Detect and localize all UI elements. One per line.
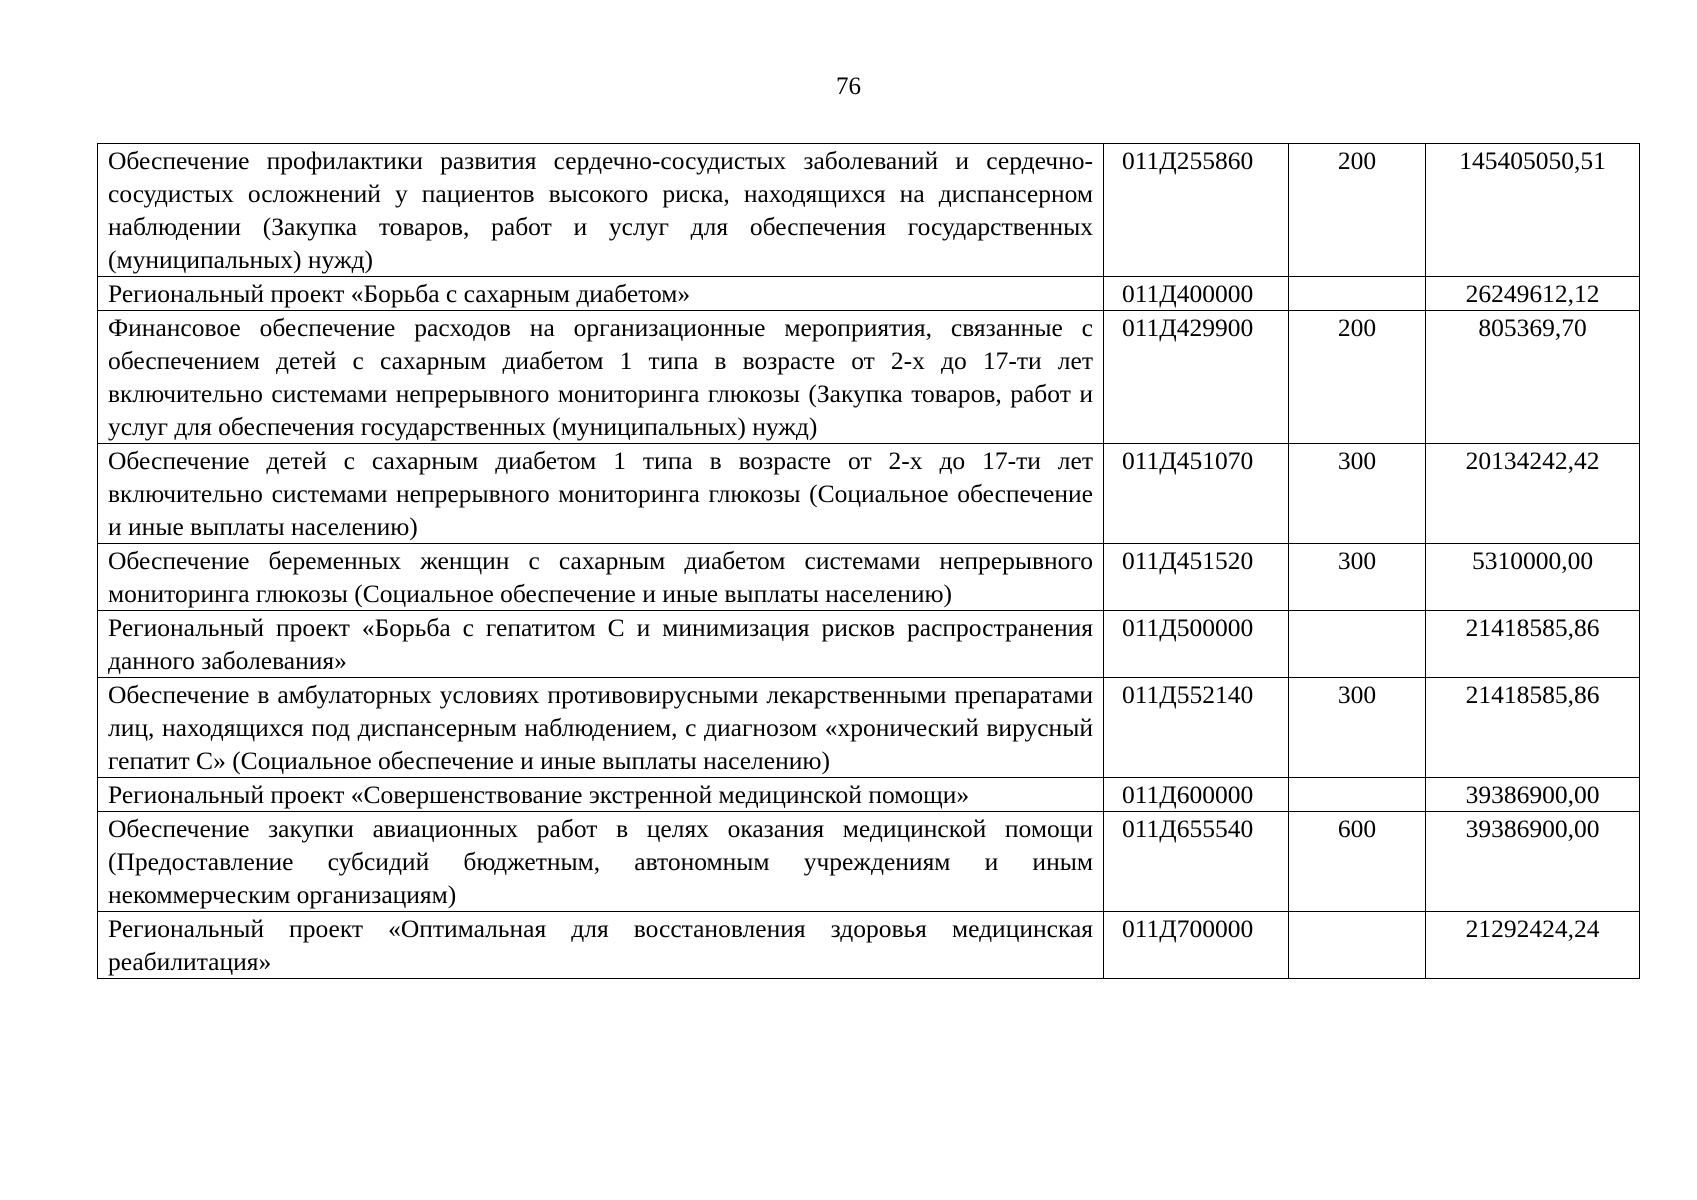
- row-sum-cell: 21418585,86: [1426, 611, 1640, 678]
- row-type-cell: [1289, 912, 1426, 979]
- row-sum-cell: 21418585,86: [1426, 678, 1640, 778]
- row-name-cell: Региональный проект «Борьба с гепатитом С и минимизация рисков распространения данного заболевания»: [98, 611, 1104, 678]
- table-row: [98, 778, 1640, 812]
- table-row: [98, 611, 1640, 678]
- table-row: [98, 812, 1640, 912]
- row-code-cell: 011Д500000: [1104, 611, 1289, 678]
- row-type-cell: 200: [1289, 311, 1426, 444]
- row-sum-cell: 39386900,00: [1426, 812, 1640, 912]
- row-type-cell: 200: [1289, 144, 1426, 277]
- row-name-cell: Обеспечение детей с сахарным диабетом 1 типа в возрасте от 2-х до 17-ти лет включительно системами непрерывного мониторинга глюкозы (Социальное обеспечение и иные выплаты населению): [98, 444, 1104, 544]
- row-code-cell: 011Д552140: [1104, 678, 1289, 778]
- row-code-cell: 011Д400000: [1104, 277, 1289, 311]
- row-name-cell: Региональный проект «Совершенствование экстренной медицинской помощи»: [98, 778, 1104, 812]
- table-row: [98, 444, 1640, 544]
- row-name-cell: Региональный проект «Борьба с сахарным диабетом»: [98, 277, 1104, 311]
- row-code-cell: 011Д429900: [1104, 311, 1289, 444]
- row-type-cell: 600: [1289, 812, 1426, 912]
- row-name-cell: Обеспечение беременных женщин с сахарным диабетом системами непрерывного мониторинга глюкозы (Социальное обеспечение и иные выплаты населению): [98, 544, 1104, 611]
- row-sum-cell: 805369,70: [1426, 311, 1640, 444]
- row-name-cell: Региональный проект «Оптимальная для восстановления здоровья медицинская реабилитация»: [98, 912, 1104, 979]
- row-sum-cell: 5310000,00: [1426, 544, 1640, 611]
- row-type-cell: 300: [1289, 444, 1426, 544]
- row-type-cell: [1289, 611, 1426, 678]
- table-row: [98, 144, 1640, 277]
- row-sum-cell: 39386900,00: [1426, 778, 1640, 812]
- row-code-cell: 011Д255860: [1104, 144, 1289, 277]
- row-type-cell: [1289, 277, 1426, 311]
- table-row: [98, 544, 1640, 611]
- row-name-cell: Финансовое обеспечение расходов на организационные мероприятия, связанные с обеспечением детей с сахарным диабетом 1 типа в возрасте от 2-х до 17-ти лет включительно системами непрерывного мониторинга глюкозы (Закупка товаров, работ и услуг для обеспечения государственных (муниципальных) нужд): [98, 311, 1104, 444]
- table-row: [98, 277, 1640, 311]
- row-type-cell: [1289, 778, 1426, 812]
- row-sum-cell: 145405050,51: [1426, 144, 1640, 277]
- table-row: [98, 912, 1640, 979]
- budget-table: [97, 143, 1640, 979]
- row-name-cell: Обеспечение закупки авиационных работ в целях оказания медицинской помощи (Предоставление субсидий бюджетным, автономным учреждениям и иным некоммерческим организациям): [98, 812, 1104, 912]
- row-sum-cell: 20134242,42: [1426, 444, 1640, 544]
- row-sum-cell: 21292424,24: [1426, 912, 1640, 979]
- row-code-cell: 011Д600000: [1104, 778, 1289, 812]
- table-row: [98, 678, 1640, 778]
- row-code-cell: 011Д451520: [1104, 544, 1289, 611]
- row-type-cell: 300: [1289, 678, 1426, 778]
- page-number: 76: [836, 73, 861, 100]
- row-code-cell: 011Д700000: [1104, 912, 1289, 979]
- row-name-cell: Обеспечение профилактики развития сердечно-сосудистых заболеваний и сердечно-сосудистых осложнений у пациентов высокого риска, находящихся на диспансерном наблюдении (Закупка товаров, работ и услуг для обеспечения государственных (муниципальных) нужд): [98, 144, 1104, 277]
- row-sum-cell: 26249612,12: [1426, 277, 1640, 311]
- row-code-cell: 011Д655540: [1104, 812, 1289, 912]
- row-type-cell: 300: [1289, 544, 1426, 611]
- row-name-cell: Обеспечение в амбулаторных условиях противовирусными лекарственными препаратами лиц, находящихся под диспансерным наблюдением, с диагнозом «хронический вирусный гепатит С» (Социальное обеспечение и иные выплаты населению): [98, 678, 1104, 778]
- row-code-cell: 011Д451070: [1104, 444, 1289, 544]
- table-row: [98, 311, 1640, 444]
